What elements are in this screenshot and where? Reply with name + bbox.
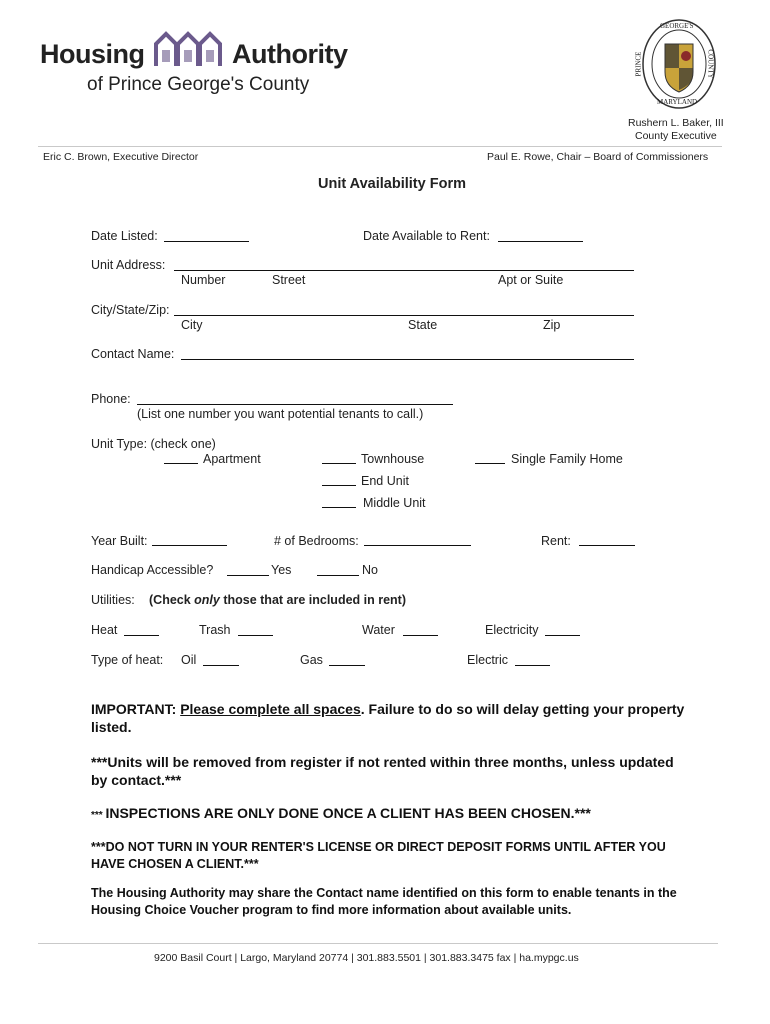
houses-logo-icon [152,28,226,68]
zip-caption: Zip [543,318,561,332]
utilities-note-pre: (Check [149,593,195,607]
important-rest: . Failure to do so will delay getting your property listed. [91,701,685,735]
utilities-note-post: those that are included in rent) [219,593,406,607]
unit-address-label: Unit Address: [91,258,166,272]
utilities-note [149,593,406,607]
share-notice: The Housing Authority may share the Contact name identified on this form to enable tenants in the Housing Choice Voucher program to find more information about available units. [91,886,677,917]
logo-word-housing: Housing [40,39,145,69]
inspections-text: INSPECTIONS ARE ONLY DONE ONCE A CLIENT HAS BEEN CHOSEN.*** [105,805,591,821]
oil-checkbox[interactable] [203,665,239,666]
gas-label: Gas [300,653,323,667]
board-chair: Paul E. Rowe, Chair – Board of Commissioners [487,151,709,163]
middle-unit-checkbox[interactable] [322,507,356,508]
middle-unit-label: Middle Unit [363,496,426,510]
electricity-checkbox[interactable] [545,635,580,636]
important-notice [91,700,691,736]
form-title: Unit Availability Form [318,176,466,192]
bedrooms-field[interactable] [364,545,471,546]
electricity-label: Electricity [485,623,539,637]
utilities-note-only: only [194,593,220,607]
date-available-field[interactable] [498,241,583,242]
header-rule [38,146,722,147]
address-apt-caption: Apt or Suite [498,273,564,287]
important-underlined: Please complete all spaces [180,701,361,717]
rent-label: Rent: [541,534,571,548]
heat-checkbox[interactable] [124,635,159,636]
date-listed-field[interactable] [164,241,249,242]
footer-rule [38,943,718,944]
city-state-zip-label: City/State/Zip: [91,303,170,317]
footer-address: 9200 Basil Court | Largo, Maryland 20774 | 301.883.5501 | 301.883.3475 fax | ha.mypgc.us [154,952,579,964]
heat-label: Heat [91,623,118,637]
phone-note: (List one number you want potential tenants to call.) [137,407,424,421]
county-exec-name: Rushern L. Baker, III [628,117,724,129]
county-exec-title: County Executive [635,130,717,142]
inspections-notice [91,805,591,823]
no-turn-in-notice: ***DO NOT TURN IN YOUR RENTER'S LICENSE OR DIRECT DEPOSIT FORMS UNTIL AFTER YOU HAVE CHOSEN A CLIENT.*** [91,840,666,871]
year-built-field[interactable] [152,545,227,546]
handicap-yes-checkbox[interactable] [227,575,269,576]
contact-name-field[interactable] [181,359,634,360]
year-built-label: Year Built: [91,534,148,548]
water-checkbox[interactable] [403,635,438,636]
trash-checkbox[interactable] [238,635,273,636]
single-family-label: Single Family Home [511,452,623,466]
handicap-no-checkbox[interactable] [317,575,359,576]
removal-notice: ***Units will be removed from register if not rented within three months, unless updated by contact.*** [91,754,674,788]
seal-text-bottom: MARYLAND [657,98,698,106]
contact-name-label: Contact Name: [91,347,175,361]
type-of-heat-label: Type of heat: [91,653,164,667]
important-prefix: IMPORTANT: [91,701,181,717]
handicap-no-label: No [362,563,378,577]
handicap-yes-label: Yes [271,563,292,577]
logo-subtitle: of Prince George's County [87,74,310,95]
utilities-label: Utilities: [91,593,135,607]
inspections-prefix: *** [91,810,106,821]
unit-address-field[interactable] [174,270,634,271]
water-label: Water [362,623,395,637]
handicap-label: Handicap Accessible? [91,563,214,577]
seal-text-top: GEORGE'S [660,22,694,30]
date-available-label: Date Available to Rent: [363,229,490,243]
seal-text-right: COUNTY [706,49,715,79]
phone-field[interactable] [137,404,453,405]
single-family-checkbox[interactable] [475,463,505,464]
oil-label: Oil [181,653,197,667]
address-street-caption: Street [272,273,306,287]
date-listed-label: Date Listed: [91,229,158,243]
apartment-checkbox[interactable] [164,463,198,464]
townhouse-label: Townhouse [361,452,425,466]
phone-label: Phone: [91,392,131,406]
unit-type-label: Unit Type: (check one) [91,437,216,451]
bedrooms-label: # of Bedrooms: [274,534,359,548]
gas-checkbox[interactable] [329,665,365,666]
rent-field[interactable] [579,545,635,546]
address-number-caption: Number [181,273,226,287]
city-state-zip-field[interactable] [174,315,634,316]
townhouse-checkbox[interactable] [322,463,356,464]
electric-checkbox[interactable] [515,665,550,666]
seal-text-left: PRINCE [634,51,643,77]
end-unit-label: End Unit [361,474,409,488]
state-caption: State [408,318,438,332]
apartment-label: Apartment [203,452,261,466]
trash-label: Trash [199,623,231,637]
end-unit-checkbox[interactable] [322,485,356,486]
electric-label: Electric [467,653,508,667]
logo-word-authority: Authority [232,39,348,69]
city-caption: City [181,318,203,332]
executive-director: Eric C. Brown, Executive Director [43,151,199,163]
